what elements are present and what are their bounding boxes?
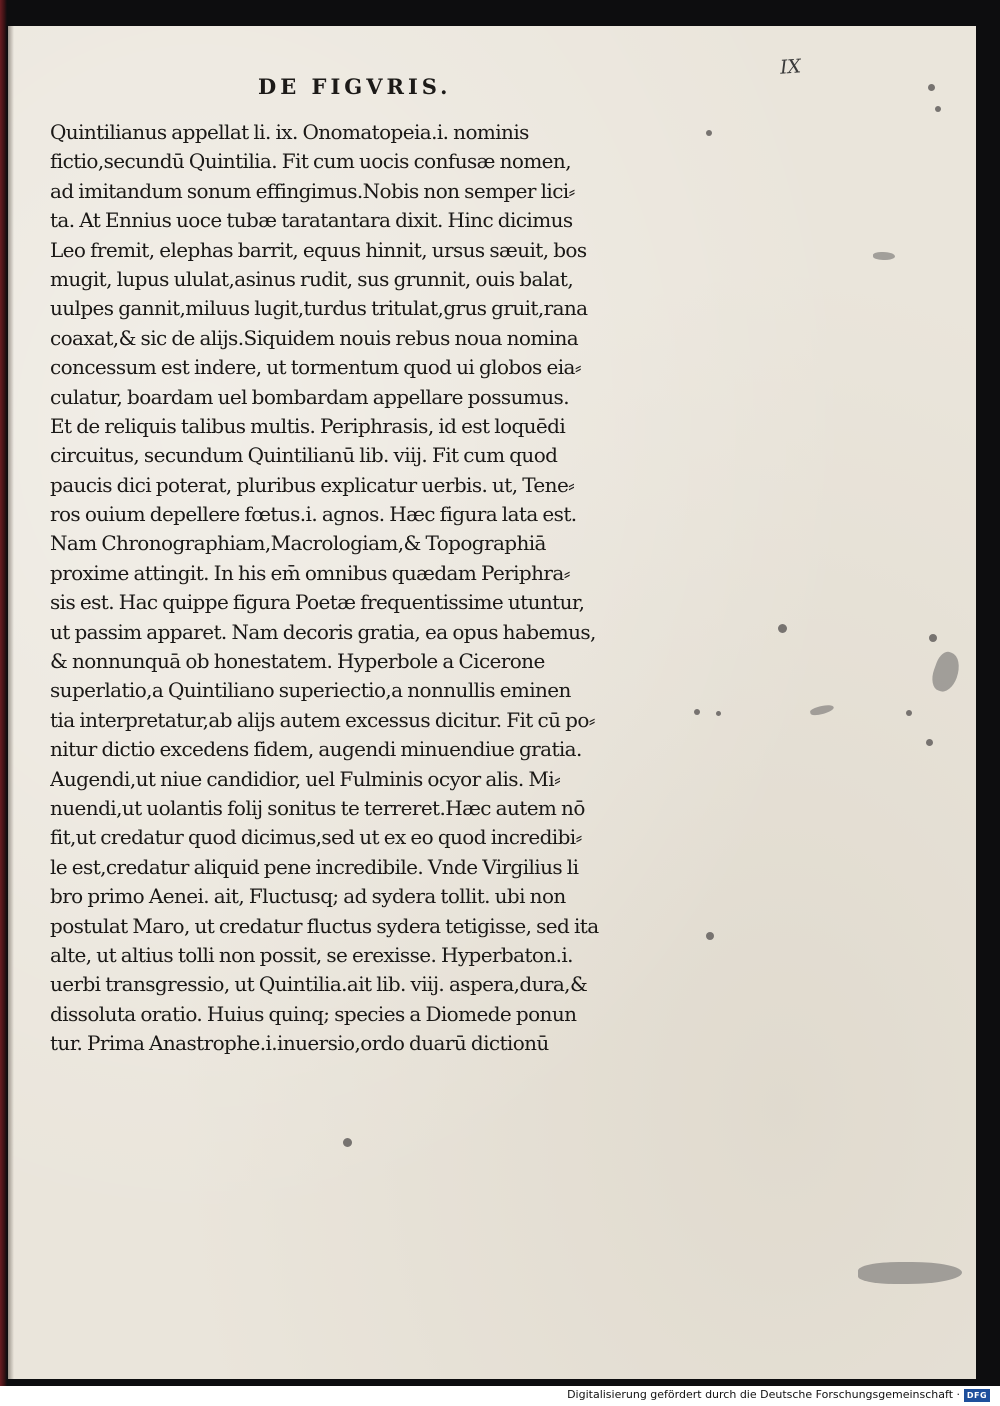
speck [935,106,941,112]
text-line: Et de reliquis talibus multis. Periphrasis, id est loquēdi [50,413,566,438]
text-line: ros ouium depellere fœtus.i. agnos. Hæc figura lata est. [50,502,577,527]
folio-number: IX [779,55,802,79]
text-line: fit,ut credatur quod dicimus,sed ut ex eo quod incredibi⸗ [50,825,582,850]
speck [928,84,935,91]
text-line: & nonnunquā ob honestatem. Hyperbole a Cicerone [50,649,545,674]
text-line: tia interpretatur,ab alijs autem excessus dicitur. Fit cū po⸗ [50,707,595,732]
text-line: fictio,secundū Quintilia. Fit cum uocis confusæ nomen, [50,149,571,174]
funding-credit: Digitalisierung gefördert durch die Deutsche Forschungsgemeinschaft · [567,1388,960,1401]
text-line: circuitus, secundum Quintilianū lib. viij. Fit cum quod [50,443,558,468]
text-line: proxime attingit. In his em̄ omnibus quædam Periphra⸗ [50,560,570,585]
running-head: DE FIGVRIS. [258,74,452,99]
text-line: alte, ut altius tolli non possit, se erexisse. Hyperbaton.i. [50,942,573,967]
speck [706,932,714,940]
text-line: sis est. Hac quippe figura Poetæ frequentissime utuntur, [50,590,585,615]
text-line: mugit, lupus ululat,asinus rudit, sus grunnit, ouis balat, [50,266,574,291]
text-line: nitur dictio excedens fidem, augendi minuendiue gratia. [50,737,582,762]
speck [929,634,937,642]
speck [694,709,700,715]
speck [716,711,721,716]
text-line: culatur, boardam uel bombardam appellare possumus. [50,384,569,409]
page-gutter-shadow [8,26,14,1379]
text-line: dissoluta oratio. Huius quinq; species a Diomede ponun [50,1001,577,1026]
text-line: Quintilianus appellat li. ix. Onomatopeia.i. nominis [50,120,529,144]
speck [778,624,787,633]
speck [926,739,933,746]
text-line: paucis dici poterat, pluribus explicatur uerbis. ut, Tene⸗ [50,472,575,497]
text-line: uulpes gannit,miluus lugit,turdus tritulat,grus gruit,rana [50,296,588,321]
body-text [50,118,690,1059]
dfg-logo: DFG [964,1389,990,1402]
text-line: Leo fremit, elephas barrit, equus hinnit, ursus sæuit, bos [50,237,587,262]
book-binding-edge [0,0,7,1386]
text-line: Augendi,ut niue candidior, uel Fulminis ocyor alis. Mi⸗ [50,766,561,791]
text-line: nuendi,ut uolantis folij sonitus te terreret.Hæc autem nō [50,795,585,820]
speck [343,1138,352,1147]
text-line: ta. At Ennius uoce tubæ taratantara dixit. Hinc dicimus [50,208,573,233]
text-line: le est,credatur aliquid pene incredibile. Vnde Virgilius li [50,854,579,879]
text-line: Nam Chronographiam,Macrologiam,& Topographiā [50,531,546,556]
text-line: bro primo Aenei. ait, Fluctusq; ad sydera tollit. ubi non [50,884,566,909]
page-smudge [873,252,895,260]
text-line: ut passim apparet. Nam decoris gratia, ea opus habemus, [50,619,596,644]
text-line: ad imitandum sonum effingimus.Nobis non semper lici⸗ [50,178,575,203]
text-line: postulat Maro, ut credatur fluctus sydera tetigisse, sed ita [50,913,599,938]
text-line: coaxat,& sic de alijs.Siquidem nouis rebus noua nomina [50,325,579,350]
speck [706,130,712,136]
text-line: superlatio,a Quintiliano superiectio,a nonnullis eminen [50,678,571,703]
text-line: concessum est indere, ut tormentum quod ui globos eia⸗ [50,355,581,380]
text-line: tur. Prima Anastrophe.i.inuersio,ordo duarū dictionū [50,1031,549,1056]
speck [906,710,912,716]
text-line: uerbi transgressio, ut Quintilia.ait lib. viij. aspera,dura,& [50,972,588,997]
